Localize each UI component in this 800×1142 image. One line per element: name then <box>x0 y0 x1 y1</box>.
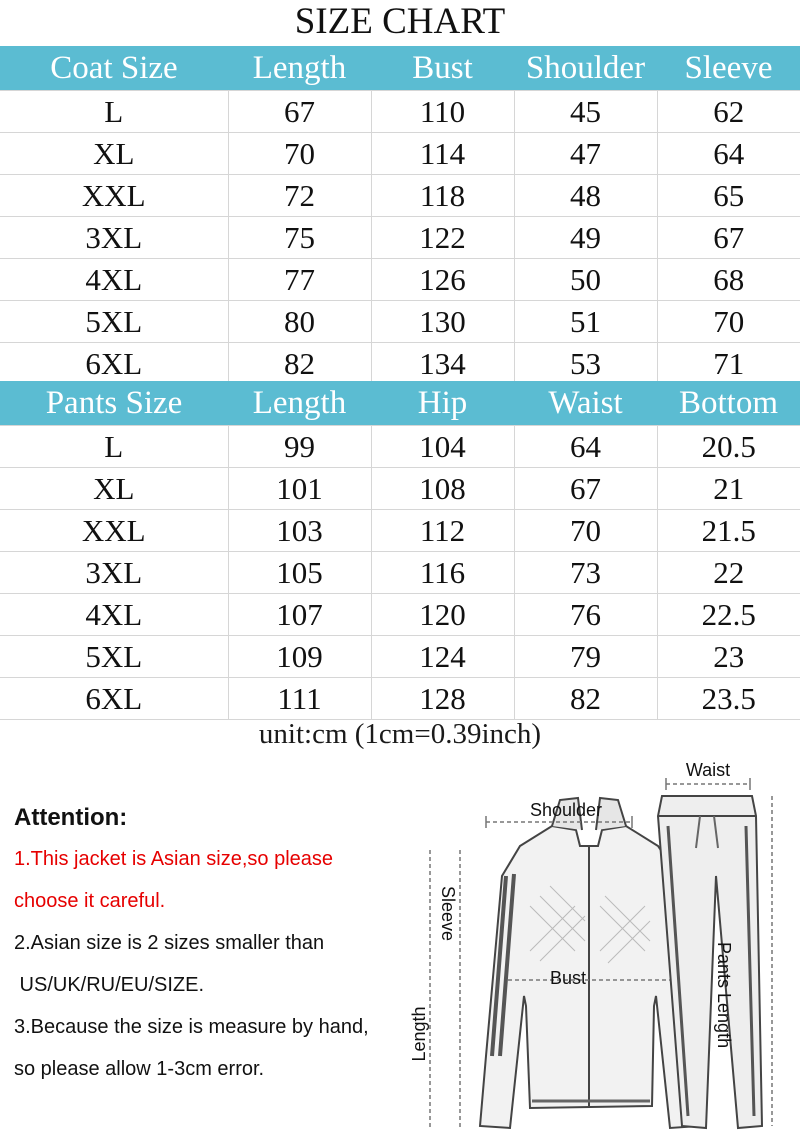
pants-size-table <box>0 381 800 720</box>
table-cell: 111 <box>228 678 371 720</box>
table-cell: 128 <box>371 678 514 720</box>
pants-header-cell: Length <box>228 381 371 426</box>
table-cell: 99 <box>228 426 371 468</box>
table-cell: 124 <box>371 636 514 678</box>
table-cell: 23 <box>657 636 800 678</box>
table-cell: 77 <box>228 259 371 301</box>
table-cell: 47 <box>514 133 657 175</box>
table-row <box>0 468 800 510</box>
table-cell: XL <box>0 133 228 175</box>
table-cell: L <box>0 91 228 133</box>
table-cell: 50 <box>514 259 657 301</box>
table-cell: 67 <box>514 468 657 510</box>
coat-size-table <box>0 46 800 385</box>
table-cell: 5XL <box>0 636 228 678</box>
table-cell: 51 <box>514 301 657 343</box>
attention-line: 1.This jacket is Asian size,so please <box>14 848 334 870</box>
table-cell: 23.5 <box>657 678 800 720</box>
table-cell: 116 <box>371 552 514 594</box>
coat-header-cell: Sleeve <box>657 46 800 91</box>
table-cell: 112 <box>371 510 514 552</box>
unit-note: unit:cm (1cm=0.39inch) <box>258 718 542 750</box>
table-cell: 65 <box>657 175 800 217</box>
table-cell: 82 <box>514 678 657 720</box>
table-cell: 3XL <box>0 552 228 594</box>
measurement-diagram <box>400 756 800 1142</box>
table-cell: 70 <box>514 510 657 552</box>
table-cell: 120 <box>371 594 514 636</box>
table-cell: 103 <box>228 510 371 552</box>
coat-header-cell: Coat Size <box>0 46 228 91</box>
table-cell: 67 <box>657 217 800 259</box>
table-row <box>0 343 800 385</box>
pants-header-cell: Waist <box>514 381 657 426</box>
sleeve-label: Sleeve <box>438 886 458 942</box>
table-cell: 73 <box>514 552 657 594</box>
pants-header-row <box>0 381 800 426</box>
table-cell: 3XL <box>0 217 228 259</box>
table-cell: 114 <box>371 133 514 175</box>
table-cell: 70 <box>657 301 800 343</box>
table-cell: L <box>0 426 228 468</box>
table-cell: 75 <box>228 217 371 259</box>
table-cell: 70 <box>228 133 371 175</box>
table-row <box>0 552 800 594</box>
table-cell: 21.5 <box>657 510 800 552</box>
table-cell: 22.5 <box>657 594 800 636</box>
attention-line: so please allow 1-3cm error. <box>14 1058 265 1080</box>
table-cell: 101 <box>228 468 371 510</box>
attention-heading: Attention: <box>14 804 128 831</box>
coat-header-cell: Shoulder <box>514 46 657 91</box>
pants-header-cell: Hip <box>371 381 514 426</box>
pants-header-cell: Bottom <box>657 381 800 426</box>
table-cell: 126 <box>371 259 514 301</box>
table-cell: 62 <box>657 91 800 133</box>
table-cell: 108 <box>371 468 514 510</box>
table-cell: 104 <box>371 426 514 468</box>
table-row <box>0 217 800 259</box>
bust-label: Bust <box>549 968 587 988</box>
table-cell: 45 <box>514 91 657 133</box>
table-cell: 79 <box>514 636 657 678</box>
table-cell: 5XL <box>0 301 228 343</box>
table-cell: 4XL <box>0 594 228 636</box>
table-row <box>0 678 800 720</box>
page-title: SIZE CHART <box>294 1 506 42</box>
table-row <box>0 594 800 636</box>
pants-length-label: Pants Length <box>714 942 734 1049</box>
table-cell: 80 <box>228 301 371 343</box>
table-cell: 6XL <box>0 678 228 720</box>
table-cell: 48 <box>514 175 657 217</box>
table-cell: 21 <box>657 468 800 510</box>
table-cell: 118 <box>371 175 514 217</box>
table-row <box>0 133 800 175</box>
length-label: Length <box>409 1006 429 1062</box>
table-cell: 4XL <box>0 259 228 301</box>
table-row <box>0 636 800 678</box>
attention-line: 3.Because the size is measure by hand, <box>14 1016 369 1038</box>
table-row <box>0 426 800 468</box>
table-cell: 71 <box>657 343 800 385</box>
table-cell: 6XL <box>0 343 228 385</box>
table-cell: 109 <box>228 636 371 678</box>
table-cell: 53 <box>514 343 657 385</box>
coat-header-cell: Length <box>228 46 371 91</box>
coat-header-row <box>0 46 800 91</box>
table-cell: 82 <box>228 343 371 385</box>
table-cell: 107 <box>228 594 371 636</box>
table-cell: XL <box>0 468 228 510</box>
table-cell: XXL <box>0 510 228 552</box>
table-cell: XXL <box>0 175 228 217</box>
attention-line: 2.Asian size is 2 sizes smaller than <box>14 932 325 954</box>
table-cell: 134 <box>371 343 514 385</box>
table-cell: 76 <box>514 594 657 636</box>
table-row <box>0 301 800 343</box>
table-row <box>0 175 800 217</box>
table-cell: 20.5 <box>657 426 800 468</box>
table-cell: 110 <box>371 91 514 133</box>
table-cell: 68 <box>657 259 800 301</box>
shoulder-label: Shoulder <box>529 800 603 820</box>
table-cell: 22 <box>657 552 800 594</box>
table-cell: 64 <box>657 133 800 175</box>
table-cell: 72 <box>228 175 371 217</box>
table-cell: 64 <box>514 426 657 468</box>
attention-line: US/UK/RU/EU/SIZE. <box>14 974 205 996</box>
pants-header-cell: Pants Size <box>0 381 228 426</box>
table-cell: 130 <box>371 301 514 343</box>
table-cell: 67 <box>228 91 371 133</box>
table-row <box>0 510 800 552</box>
waist-label: Waist <box>685 760 731 780</box>
coat-header-cell: Bust <box>371 46 514 91</box>
table-cell: 105 <box>228 552 371 594</box>
table-row <box>0 91 800 133</box>
table-cell: 122 <box>371 217 514 259</box>
table-cell: 49 <box>514 217 657 259</box>
attention-line: choose it careful. <box>14 890 166 912</box>
table-row <box>0 259 800 301</box>
